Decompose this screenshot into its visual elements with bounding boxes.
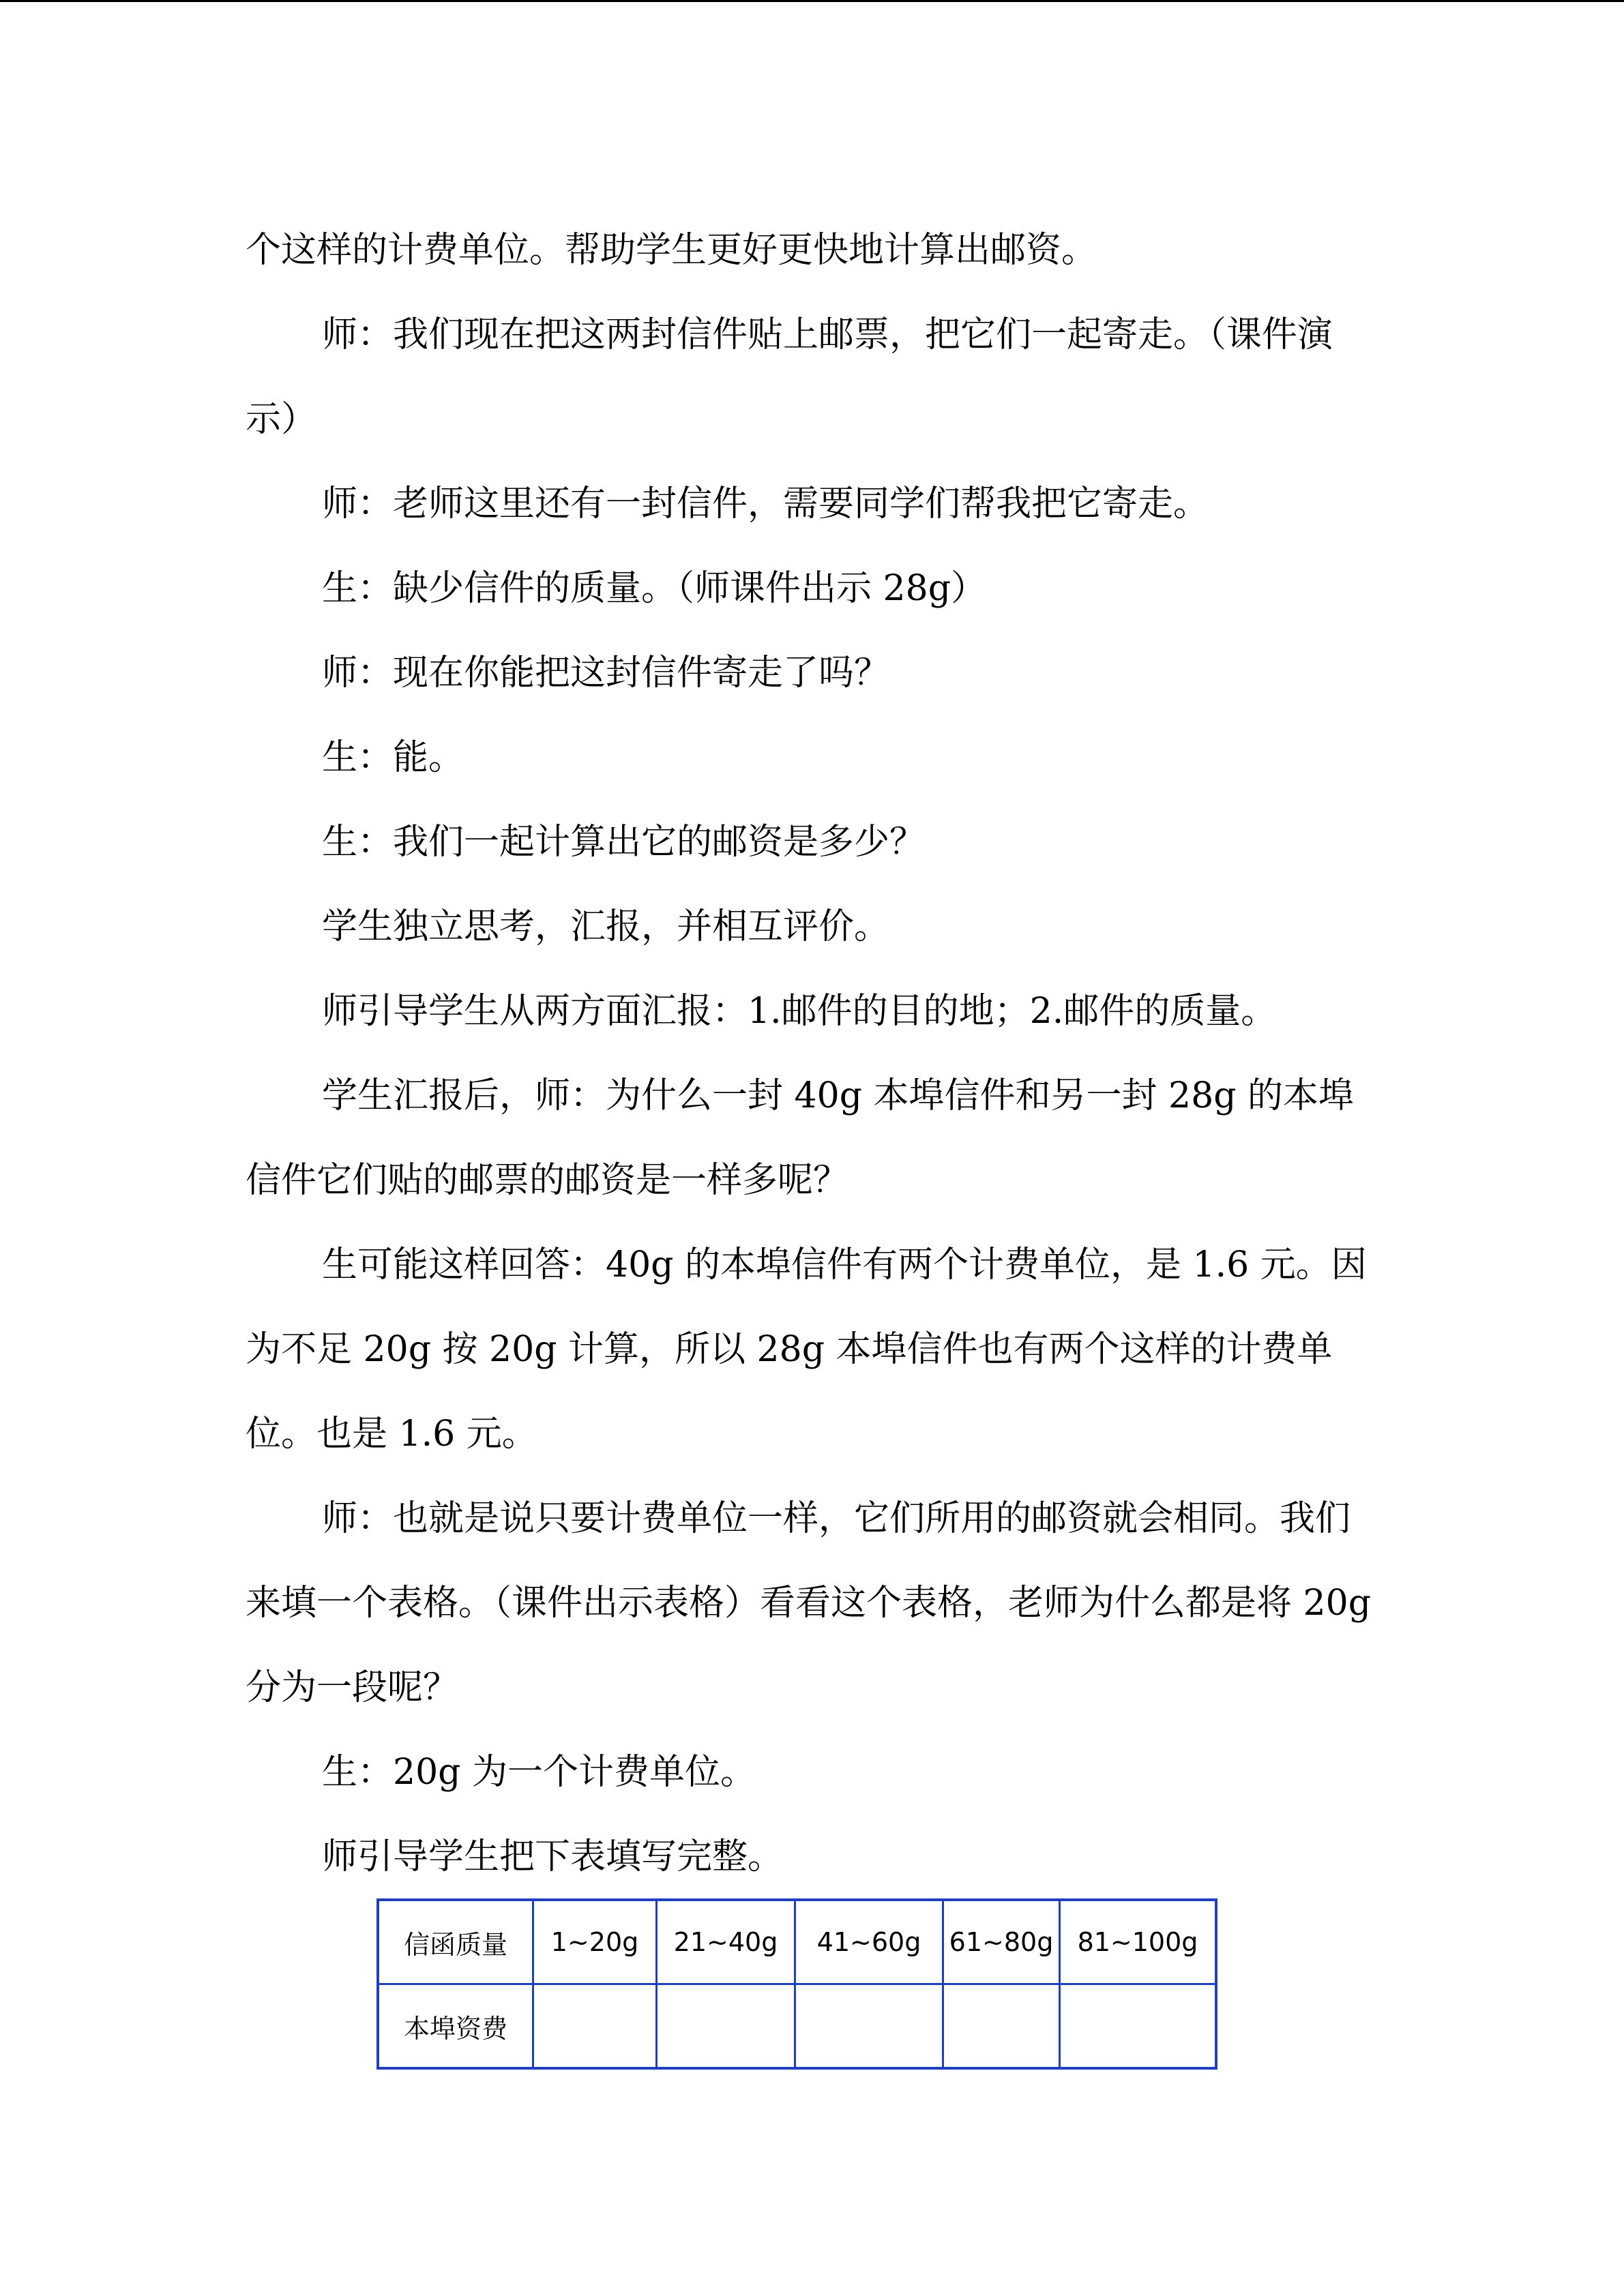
table-header-cell: 1~20g	[533, 1900, 657, 1984]
table-cell-empty	[795, 1984, 943, 2069]
paragraph: 师引导学生把下表填写完整。	[322, 1836, 784, 1877]
paragraph: 生：20g 为一个计费单位。	[322, 1752, 756, 1793]
paragraph: 生：能。	[322, 737, 464, 778]
table-row-label: 本埠资费	[378, 1984, 533, 2069]
top-rule	[0, 0, 1624, 2]
paragraph: 师：也就是说只要计费单位一样，它们所用的邮资就会相同。我们来填一个表格。（课件出示表格）看看这个表格，老师为什么都是将 20g 分为一段呢？	[246, 1498, 1383, 1708]
postage-table-container	[377, 1898, 1217, 2070]
paragraph: 个这样的计费单位。帮助学生更好更快地计算出邮资。	[246, 230, 1097, 271]
paragraph: 师：我们现在把这两封信件贴上邮票，把它们一起寄走。（课件演示）	[246, 314, 1333, 440]
postage-table	[377, 1898, 1217, 2070]
paragraph: 学生汇报后，师：为什么一封 40g 本埠信件和另一封 28g 的本埠信件它们贴的邮票的邮资是一样多呢？	[246, 1075, 1355, 1201]
paragraph: 师引导学生从两方面汇报：1.邮件的目的地；2.邮件的质量。	[322, 991, 1277, 1032]
document-body	[246, 208, 1383, 1899]
table-row	[378, 1984, 1216, 2069]
paragraph: 生：缺少信件的质量。（师课件出示 28g）	[322, 568, 986, 609]
table-header-cell: 61~80g	[943, 1900, 1060, 1984]
table-header-cell: 21~40g	[657, 1900, 795, 1984]
paragraph: 学生独立思考，汇报，并相互评价。	[322, 906, 890, 947]
table-cell-empty	[533, 1984, 657, 2069]
table-row	[378, 1900, 1216, 1984]
paragraph: 师：老师这里还有一封信件，需要同学们帮我把它寄走。	[322, 483, 1209, 524]
table-cell-empty	[657, 1984, 795, 2069]
paragraph: 生：我们一起计算出它的邮资是多少？	[322, 822, 926, 863]
table-header-cell: 信函质量	[378, 1900, 533, 1984]
table-header-cell: 81~100g	[1060, 1900, 1217, 1984]
table-cell-empty	[943, 1984, 1060, 2069]
table-header-cell: 41~60g	[795, 1900, 943, 1984]
paragraph: 师：现在你能把这封信件寄走了吗？	[322, 653, 890, 694]
paragraph: 生可能这样回答：40g 的本埠信件有两个计费单位，是 1.6 元。因为不足 20g 按 20g 计算，所以 28g 本埠信件也有两个这样的计费单位。也是 1.6 元。	[246, 1244, 1367, 1455]
table-cell-empty	[1060, 1984, 1217, 2069]
